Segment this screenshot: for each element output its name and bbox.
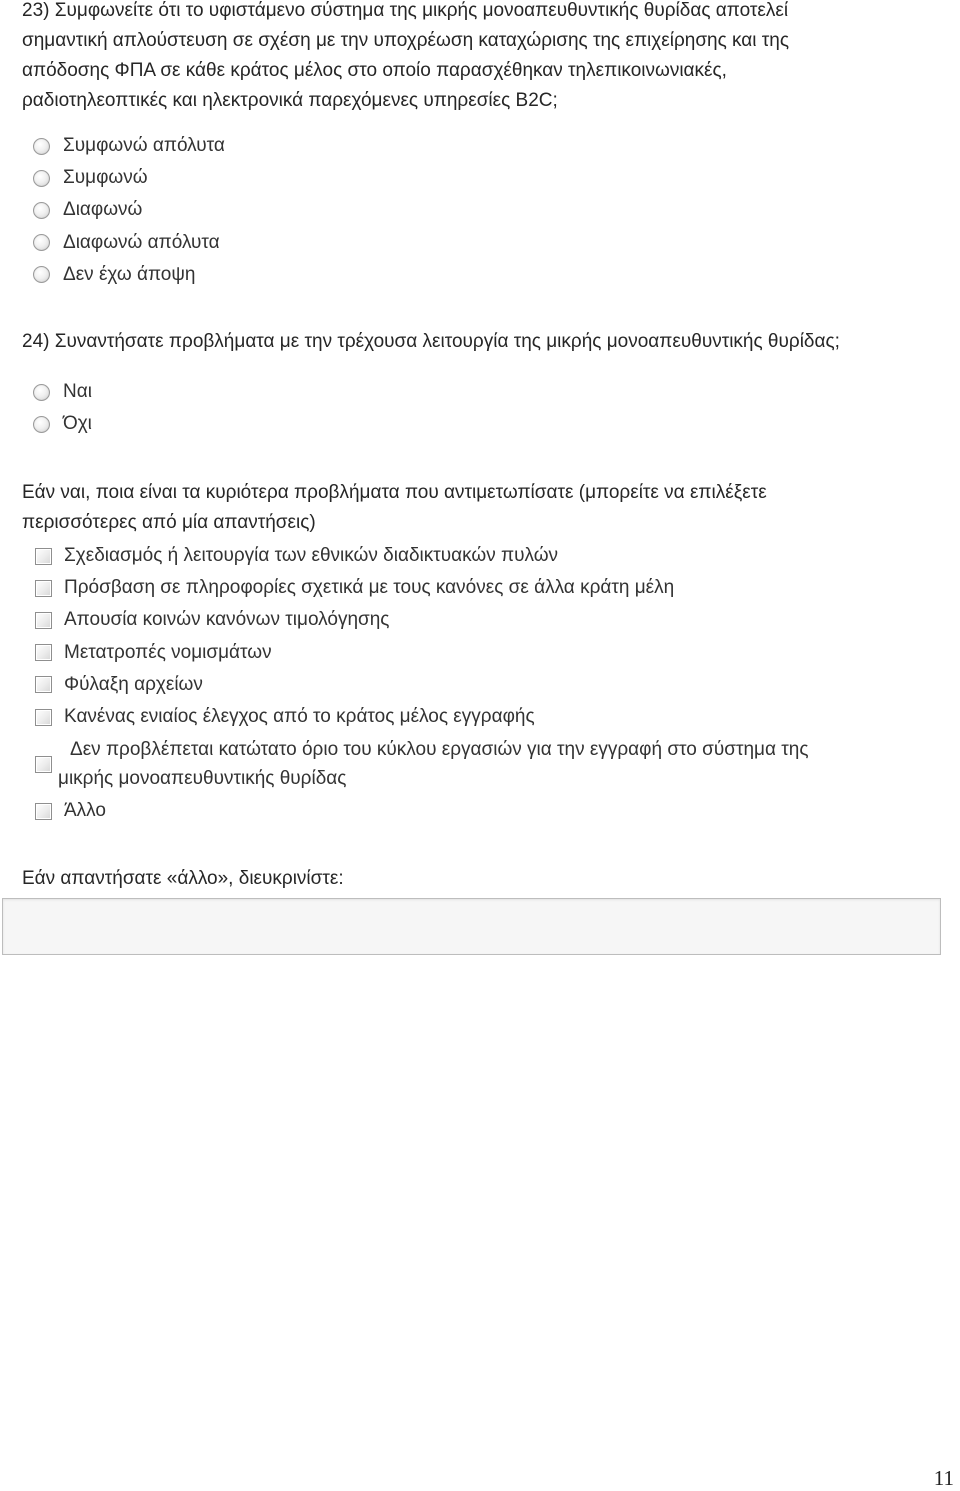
- checkbox[interactable]: [35, 676, 52, 693]
- checkbox[interactable]: [35, 644, 52, 661]
- checkbox[interactable]: [35, 756, 52, 773]
- question-24: [22, 327, 922, 357]
- radio-label: Συμφωνώ: [63, 167, 148, 189]
- checkbox-option-turnover-threshold[interactable]: [35, 733, 915, 795]
- checkbox[interactable]: [35, 709, 52, 726]
- radio-label: Δεν έχω άποψη: [63, 263, 196, 285]
- checkbox-label: Άλλο: [64, 800, 106, 822]
- radio-option-no[interactable]: [33, 408, 92, 440]
- followup-options: [35, 540, 915, 827]
- question-23-line: απόδοσης ΦΠΑ σε κάθε κράτος μέλος στο οποίο παρασχέθηκαν τηλεπικοινωνιακές,: [22, 60, 727, 81]
- radio-label: Διαφωνώ: [63, 199, 143, 221]
- other-specify-text: Εάν απαντήσατε «άλλο», διευκρινίστε:: [22, 868, 344, 889]
- checkbox-option-currency-conversion[interactable]: [35, 637, 915, 669]
- question-23-line: ραδιοτηλεοπτικές και ηλεκτρονικά παρεχόμενες υπηρεσίες B2C;: [22, 90, 558, 111]
- radio-label: Όχι: [63, 413, 92, 435]
- radio-option-strongly-agree[interactable]: [33, 130, 225, 162]
- other-specify-label: [22, 864, 922, 894]
- radio-button[interactable]: [33, 234, 50, 251]
- checkbox-label-line: Δεν προβλέπεται κατώτατο όριο του κύκλου εργασιών για την εγγραφή στο σύστημα της: [70, 739, 809, 761]
- followup-question-line: Εάν ναι, ποια είναι τα κυριότερα προβλήματα που αντιμετωπίσατε (μπορείτε να επιλέξετε: [22, 482, 767, 503]
- radio-button[interactable]: [33, 202, 50, 219]
- question-23-options: [33, 130, 225, 291]
- checkbox[interactable]: [35, 803, 52, 820]
- radio-option-disagree[interactable]: [33, 194, 225, 226]
- radio-option-agree[interactable]: [33, 162, 225, 194]
- page-number: 11: [933, 1466, 954, 1490]
- checkbox-label-line: μικρής μονοαπευθυντικής θυρίδας: [58, 768, 347, 790]
- followup-question-line: περισσότερες από μία απαντήσεις): [22, 512, 316, 533]
- radio-label: Ναι: [63, 381, 92, 403]
- radio-button[interactable]: [33, 384, 50, 401]
- checkbox-option-record-keeping[interactable]: [35, 669, 915, 701]
- question-23: [22, 0, 922, 116]
- radio-label: Συμφωνώ απόλυτα: [63, 135, 225, 157]
- checkbox[interactable]: [35, 612, 52, 629]
- checkbox-label: Κανένας ενιαίος έλεγχος από το κράτος μέλος εγγραφής: [64, 706, 535, 728]
- checkbox[interactable]: [35, 548, 52, 565]
- checkbox-option-other[interactable]: [35, 795, 915, 827]
- checkbox-option-invoicing-rules[interactable]: [35, 604, 915, 636]
- checkbox-label: Φύλαξη αρχείων: [64, 673, 203, 695]
- checkbox-label: Πρόσβαση σε πληροφορίες σχετικά με τους κανόνες σε άλλα κράτη μέλη: [64, 577, 675, 599]
- radio-option-strongly-disagree[interactable]: [33, 227, 225, 259]
- checkbox-label: Σχεδιασμός ή λειτουργία των εθνικών διαδικτυακών πυλών: [64, 545, 559, 567]
- checkbox[interactable]: [35, 580, 52, 597]
- radio-label: Διαφωνώ απόλυτα: [63, 231, 220, 253]
- checkbox-label: Απουσία κοινών κανόνων τιμολόγησης: [64, 609, 390, 631]
- radio-option-yes[interactable]: [33, 376, 92, 408]
- question-24-options: [33, 376, 92, 440]
- radio-button[interactable]: [33, 170, 50, 187]
- radio-button[interactable]: [33, 416, 50, 433]
- radio-button[interactable]: [33, 138, 50, 155]
- question-23-line: 23) Συμφωνείτε ότι το υφιστάμενο σύστημα της μικρής μονοαπευθυντικής θυρίδας αποτελεί: [22, 0, 789, 21]
- checkbox-label: [58, 735, 809, 793]
- checkbox-label: Μετατροπές νομισμάτων: [64, 641, 272, 663]
- followup-question: [22, 478, 922, 538]
- question-24-text: 24) Συναντήσατε προβλήματα με την τρέχουσα λειτουργία της μικρής μονοαπευθυντικής θυρίδας;: [22, 331, 840, 352]
- radio-option-no-opinion[interactable]: [33, 259, 225, 291]
- checkbox-option-info-access[interactable]: [35, 572, 915, 604]
- radio-button[interactable]: [33, 266, 50, 283]
- checkbox-option-portal-design[interactable]: [35, 540, 915, 572]
- other-specify-input[interactable]: [2, 898, 941, 955]
- checkbox-option-single-audit[interactable]: [35, 701, 915, 733]
- question-23-line: σημαντική απλούστευση σε σχέση με την υποχρέωση καταχώρισης της επιχείρησης και της: [22, 30, 790, 51]
